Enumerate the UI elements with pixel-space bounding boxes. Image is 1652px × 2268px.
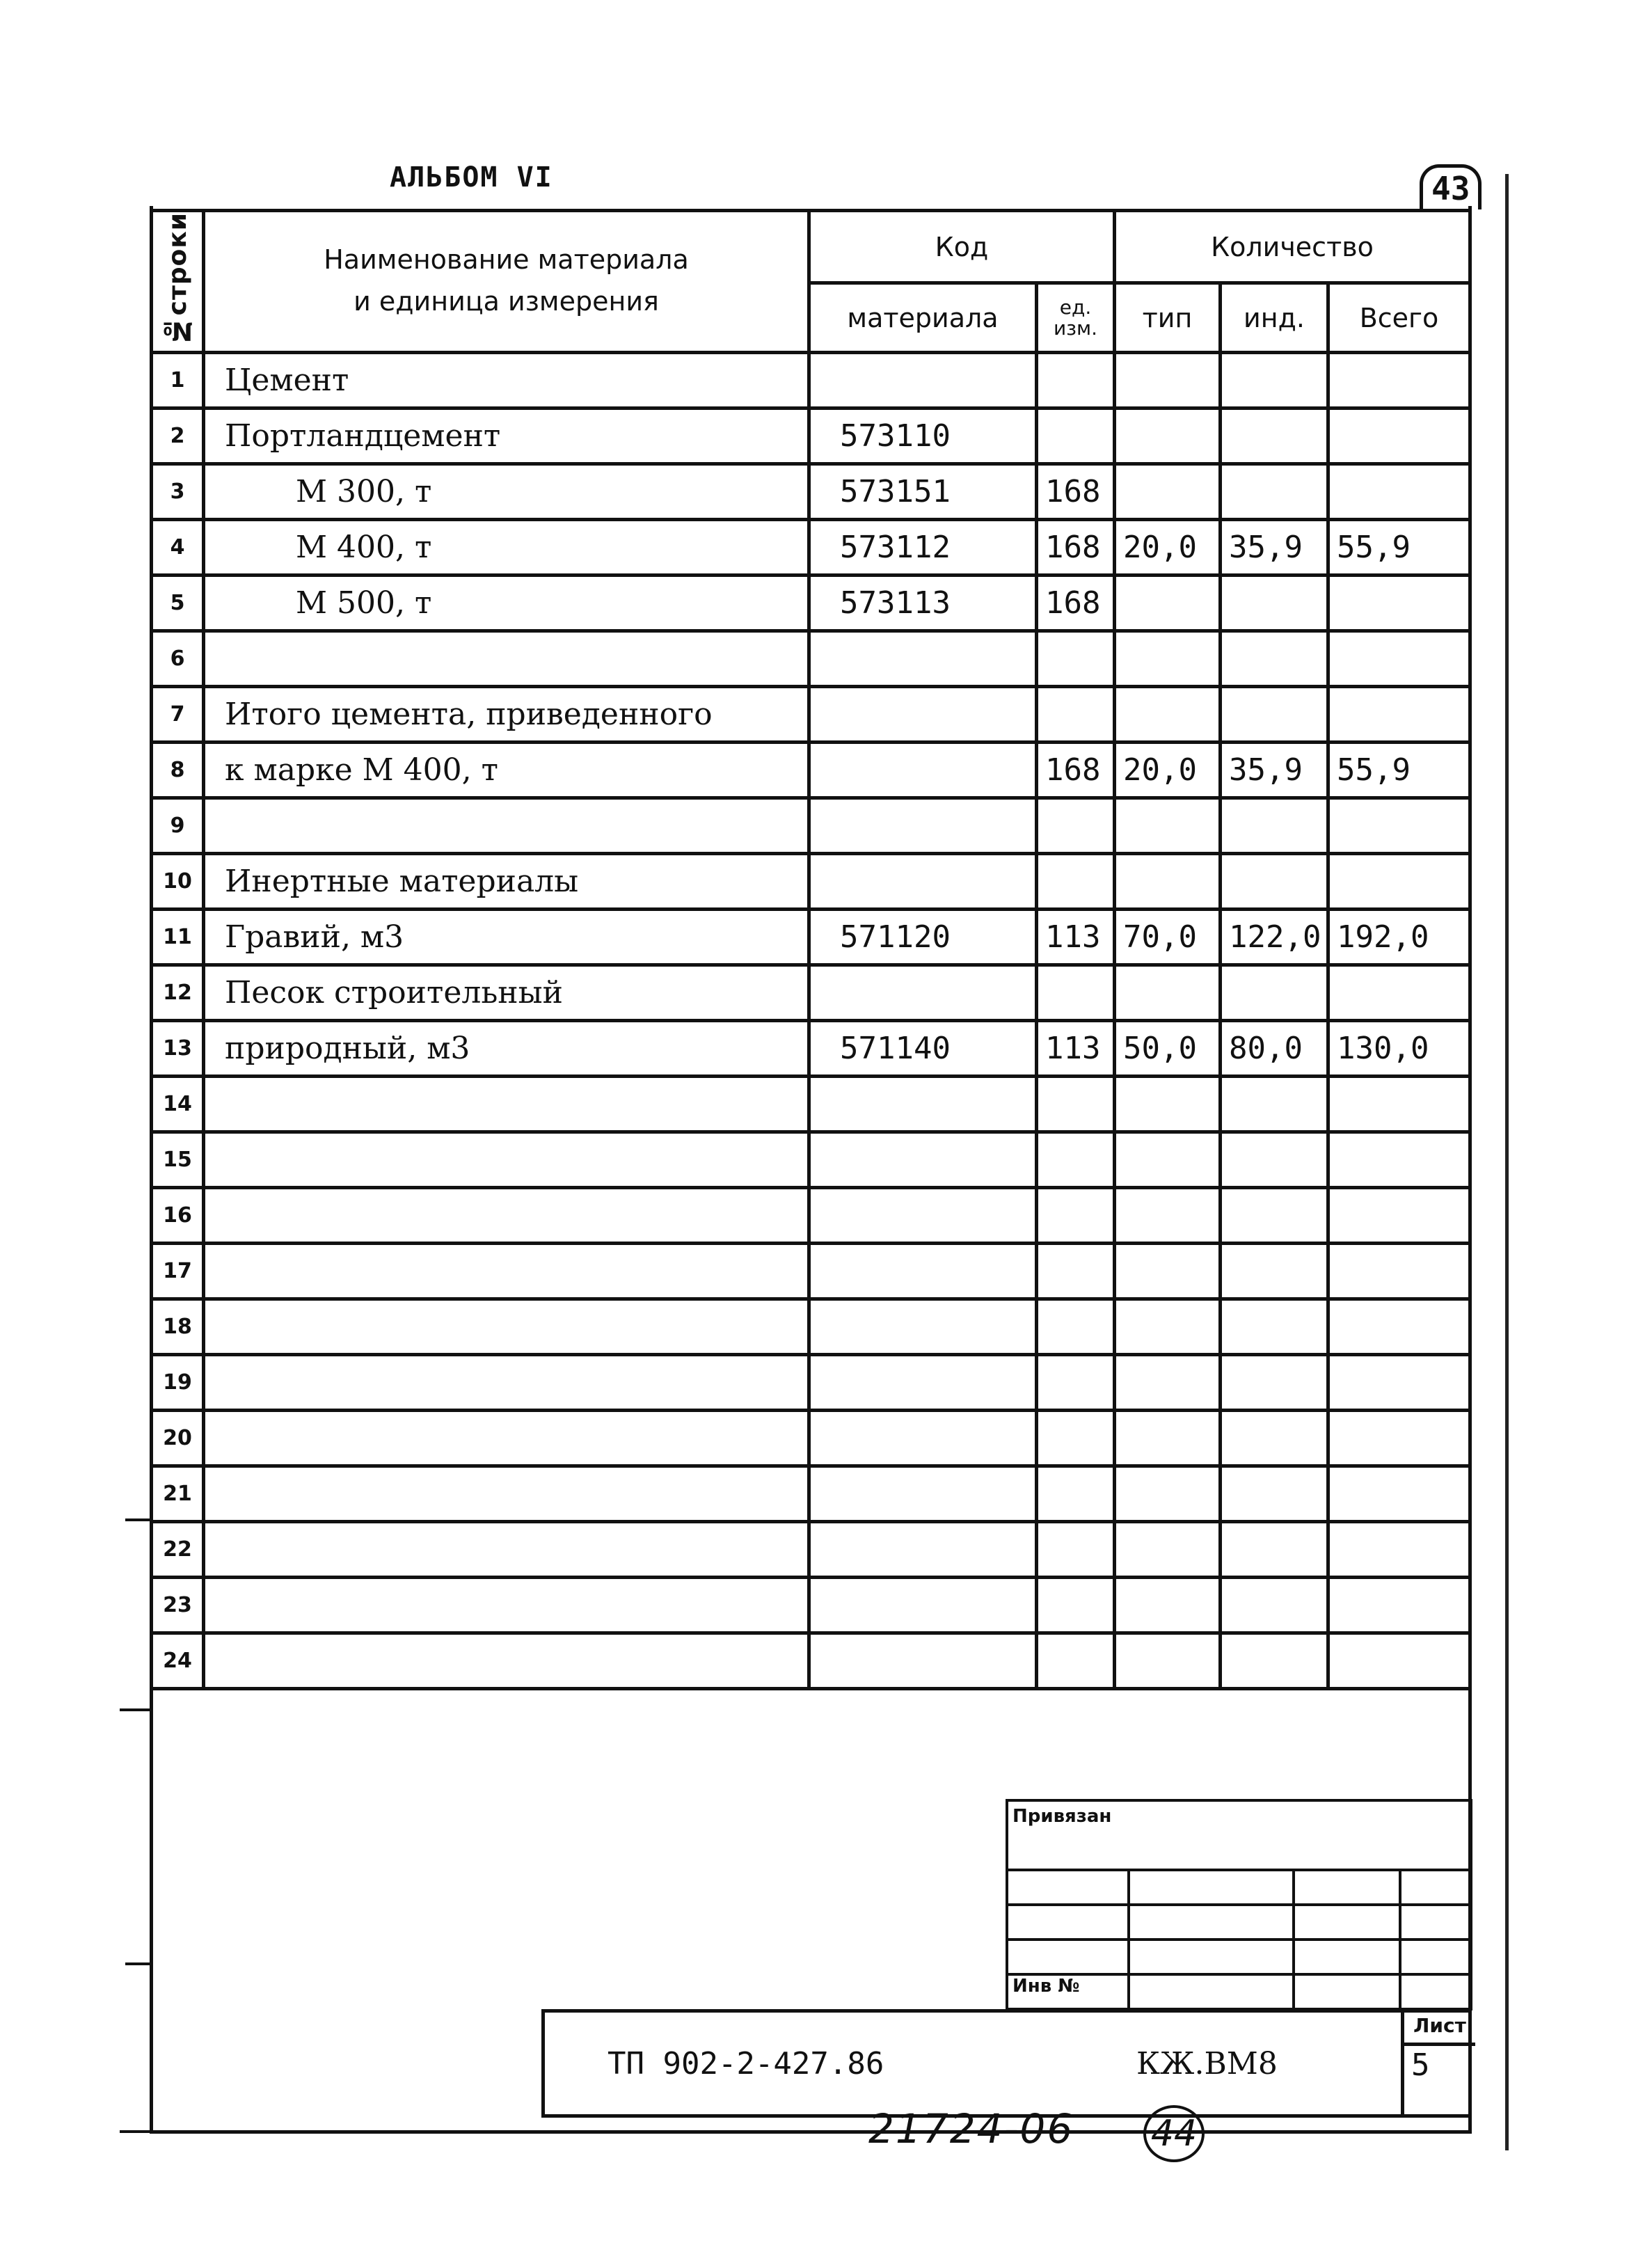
material-code: [809, 1466, 1037, 1522]
qty-type: [1115, 353, 1221, 409]
table-row: [152, 1578, 1470, 1633]
material-name: Гравий, м3: [204, 910, 809, 965]
row-number: 7: [152, 687, 204, 743]
qty-total: [1328, 1466, 1470, 1522]
row-number: 10: [152, 854, 204, 910]
qty-total: [1328, 464, 1470, 520]
drawing-code: КЖ.ВМ8: [1136, 2046, 1278, 2081]
col-qty-type-header: тип: [1115, 283, 1221, 353]
row-number: 11: [152, 910, 204, 965]
qty-type: [1115, 1355, 1221, 1411]
table-row: [152, 464, 1470, 520]
sheet-box: [1401, 2009, 1475, 2118]
qty-individual: 35,9: [1221, 743, 1328, 798]
qty-type: [1115, 464, 1221, 520]
material-name: [204, 1411, 809, 1466]
qty-individual: [1221, 353, 1328, 409]
binding-label: Привязан: [1007, 1800, 1471, 1870]
material-code: 573112: [809, 520, 1037, 576]
qty-type: [1115, 631, 1221, 687]
qty-individual: [1221, 1466, 1328, 1522]
col-name-header: [204, 211, 809, 353]
margin-rule: [1505, 174, 1509, 2150]
binding-block: [1006, 1799, 1472, 2011]
qty-individual: [1221, 631, 1328, 687]
unit-code: [1037, 1132, 1115, 1188]
unit-code: [1037, 1299, 1115, 1355]
table-row: [152, 1411, 1470, 1466]
material-code: 571140: [809, 1021, 1037, 1077]
row-number: 4: [152, 520, 204, 576]
document-number: ТП 902-2-427.86: [607, 2046, 884, 2081]
qty-total: [1328, 854, 1470, 910]
qty-individual: 80,0: [1221, 1021, 1328, 1077]
unit-code: [1037, 1411, 1115, 1466]
unit-code: [1037, 631, 1115, 687]
qty-total: [1328, 1522, 1470, 1578]
margin-tick: [120, 1708, 150, 1711]
table-row: [152, 576, 1470, 631]
qty-individual: [1221, 687, 1328, 743]
col-code-unit-header: ед. изм.: [1037, 283, 1115, 353]
qty-type: [1115, 1132, 1221, 1188]
sheet-label: Лист: [1404, 2009, 1475, 2046]
table-row: [152, 1188, 1470, 1244]
unit-code: [1037, 1244, 1115, 1299]
qty-individual: [1221, 854, 1328, 910]
qty-individual: [1221, 1077, 1328, 1132]
material-code: [809, 1132, 1037, 1188]
material-code: [809, 965, 1037, 1021]
material-code: [809, 1522, 1037, 1578]
material-code: [809, 1077, 1037, 1132]
qty-total: [1328, 631, 1470, 687]
qty-type: [1115, 1077, 1221, 1132]
unit-code: [1037, 687, 1115, 743]
row-number: 20: [152, 1411, 204, 1466]
qty-total: [1328, 1244, 1470, 1299]
unit-code: [1037, 409, 1115, 464]
material-code: [809, 798, 1037, 854]
qty-total: [1328, 409, 1470, 464]
row-number: 3: [152, 464, 204, 520]
col-row-number-header: [152, 211, 204, 353]
table-row: [152, 631, 1470, 687]
material-code: [809, 353, 1037, 409]
margin-tick: [125, 1962, 150, 1965]
unit-code: 168: [1037, 576, 1115, 631]
qty-individual: [1221, 1132, 1328, 1188]
unit-code: [1037, 965, 1115, 1021]
qty-individual: [1221, 464, 1328, 520]
qty-total: [1328, 798, 1470, 854]
qty-type: [1115, 1522, 1221, 1578]
qty-individual: [1221, 1522, 1328, 1578]
unit-code: [1037, 1466, 1115, 1522]
material-name: Цемент: [204, 353, 809, 409]
col-quantity-header: Количество: [1115, 211, 1470, 283]
table-row: [152, 409, 1470, 464]
material-name: [204, 1522, 809, 1578]
table-row: [152, 910, 1470, 965]
margin-tick: [125, 1518, 150, 1521]
unit-code: 113: [1037, 1021, 1115, 1077]
album-title: АЛЬБОМ VI: [390, 161, 553, 193]
unit-code: [1037, 1578, 1115, 1633]
qty-type: [1115, 687, 1221, 743]
material-name: М 500, т: [204, 576, 809, 631]
table-row: [152, 1466, 1470, 1522]
material-code: [809, 687, 1037, 743]
row-number: 18: [152, 1299, 204, 1355]
material-name: [204, 1077, 809, 1132]
material-name: [204, 1633, 809, 1689]
qty-individual: [1221, 1188, 1328, 1244]
qty-total: [1328, 965, 1470, 1021]
unit-code: [1037, 1355, 1115, 1411]
table-row: [152, 1077, 1470, 1132]
qty-total: 130,0: [1328, 1021, 1470, 1077]
table-row: [152, 1522, 1470, 1578]
qty-total: [1328, 1355, 1470, 1411]
qty-total: [1328, 1578, 1470, 1633]
material-name: Песок строительный: [204, 965, 809, 1021]
qty-individual: [1221, 798, 1328, 854]
material-name: [204, 1299, 809, 1355]
material-code: [809, 1188, 1037, 1244]
material-code: 571120: [809, 910, 1037, 965]
material-name: [204, 631, 809, 687]
name-header-line1: Наименование материала: [324, 244, 689, 275]
qty-individual: [1221, 1244, 1328, 1299]
material-name: [204, 1188, 809, 1244]
row-number: 6: [152, 631, 204, 687]
qty-individual: [1221, 409, 1328, 464]
inventory-label: Инв №: [1007, 1974, 1129, 2009]
qty-type: [1115, 1578, 1221, 1633]
unit-code: 168: [1037, 743, 1115, 798]
qty-type: 50,0: [1115, 1021, 1221, 1077]
qty-total: [1328, 353, 1470, 409]
qty-individual: [1221, 1299, 1328, 1355]
unit-code: 168: [1037, 464, 1115, 520]
table-row: [152, 798, 1470, 854]
qty-type: 70,0: [1115, 910, 1221, 965]
sheet-number: 5: [1411, 2047, 1430, 2083]
qty-total: [1328, 1633, 1470, 1689]
qty-type: [1115, 1244, 1221, 1299]
row-number: 15: [152, 1132, 204, 1188]
table-row: [152, 1244, 1470, 1299]
material-name: [204, 798, 809, 854]
material-code: [809, 1578, 1037, 1633]
qty-type: 20,0: [1115, 520, 1221, 576]
qty-individual: 35,9: [1221, 520, 1328, 576]
unit-code: [1037, 798, 1115, 854]
table-row: [152, 1132, 1470, 1188]
qty-total: [1328, 1411, 1470, 1466]
title-block: [541, 2009, 1472, 2118]
table-row: [152, 687, 1470, 743]
col-qty-ind-header: инд.: [1221, 283, 1328, 353]
qty-type: [1115, 1633, 1221, 1689]
unit-code: [1037, 1188, 1115, 1244]
qty-individual: [1221, 1578, 1328, 1633]
qty-total: 55,9: [1328, 520, 1470, 576]
unit-code: [1037, 1077, 1115, 1132]
table-row: [152, 1299, 1470, 1355]
margin-tick: [120, 2130, 150, 2133]
material-code: [809, 631, 1037, 687]
row-number: 14: [152, 1077, 204, 1132]
qty-total: [1328, 687, 1470, 743]
qty-type: [1115, 1411, 1221, 1466]
qty-type: [1115, 1466, 1221, 1522]
material-name: [204, 1355, 809, 1411]
handwritten-inventory-number: 21724-06: [868, 2105, 1074, 2152]
table-row: [152, 854, 1470, 910]
material-code: 573110: [809, 409, 1037, 464]
qty-type: [1115, 798, 1221, 854]
col-code-material-header: материала: [809, 283, 1037, 353]
table-row: [152, 520, 1470, 576]
col-qty-total-header: Всего: [1328, 283, 1470, 353]
material-code: [809, 854, 1037, 910]
material-code: [809, 1633, 1037, 1689]
col-code-header: Код: [809, 211, 1115, 283]
qty-individual: [1221, 1355, 1328, 1411]
material-name: [204, 1132, 809, 1188]
qty-type: [1115, 576, 1221, 631]
materials-table: [150, 209, 1472, 1690]
row-number: 2: [152, 409, 204, 464]
material-code: [809, 1411, 1037, 1466]
row-number-label: №строки: [163, 212, 192, 345]
unit-code: [1037, 1522, 1115, 1578]
qty-type: 20,0: [1115, 743, 1221, 798]
table-row: [152, 1633, 1470, 1689]
material-code: [809, 1355, 1037, 1411]
material-name: Итого цемента, приведенного: [204, 687, 809, 743]
page-number: 43: [1420, 164, 1482, 209]
material-name: М 400, т: [204, 520, 809, 576]
qty-type: [1115, 965, 1221, 1021]
qty-type: [1115, 1188, 1221, 1244]
row-number: 24: [152, 1633, 204, 1689]
table-row: [152, 1355, 1470, 1411]
material-code: [809, 743, 1037, 798]
row-number: 23: [152, 1578, 204, 1633]
qty-individual: [1221, 1411, 1328, 1466]
material-name: природный, м3: [204, 1021, 809, 1077]
table-row: [152, 1021, 1470, 1077]
qty-total: [1328, 576, 1470, 631]
table-row: [152, 965, 1470, 1021]
row-number: 12: [152, 965, 204, 1021]
qty-individual: [1221, 965, 1328, 1021]
table-row: [152, 353, 1470, 409]
row-number: 1: [152, 353, 204, 409]
qty-individual: 122,0: [1221, 910, 1328, 965]
row-number: 8: [152, 743, 204, 798]
row-number: 22: [152, 1522, 204, 1578]
qty-type: [1115, 409, 1221, 464]
material-code: 573151: [809, 464, 1037, 520]
qty-total: 55,9: [1328, 743, 1470, 798]
unit-code: [1037, 1633, 1115, 1689]
material-code: [809, 1244, 1037, 1299]
material-name: [204, 1578, 809, 1633]
material-name: [204, 1244, 809, 1299]
qty-total: [1328, 1132, 1470, 1188]
row-number: 13: [152, 1021, 204, 1077]
unit-code: [1037, 854, 1115, 910]
table-row: [152, 743, 1470, 798]
qty-type: [1115, 1299, 1221, 1355]
unit-code: 113: [1037, 910, 1115, 965]
qty-total: [1328, 1299, 1470, 1355]
material-name: [204, 1466, 809, 1522]
row-number: 19: [152, 1355, 204, 1411]
qty-total: [1328, 1077, 1470, 1132]
material-name: Инертные материалы: [204, 854, 809, 910]
name-header-line2: и единица измерения: [354, 286, 659, 317]
qty-individual: [1221, 1633, 1328, 1689]
unit-code: [1037, 353, 1115, 409]
material-name: М 300, т: [204, 464, 809, 520]
qty-individual: [1221, 576, 1328, 631]
material-name: к марке М 400, т: [204, 743, 809, 798]
qty-total: 192,0: [1328, 910, 1470, 965]
row-number: 16: [152, 1188, 204, 1244]
material-name: Портландцемент: [204, 409, 809, 464]
material-code: [809, 1299, 1037, 1355]
row-number: 21: [152, 1466, 204, 1522]
row-number: 5: [152, 576, 204, 631]
qty-type: [1115, 854, 1221, 910]
row-number: 17: [152, 1244, 204, 1299]
row-number: 9: [152, 798, 204, 854]
circled-page-number: 44: [1143, 2105, 1205, 2162]
unit-code: 168: [1037, 520, 1115, 576]
qty-total: [1328, 1188, 1470, 1244]
material-code: 573113: [809, 576, 1037, 631]
